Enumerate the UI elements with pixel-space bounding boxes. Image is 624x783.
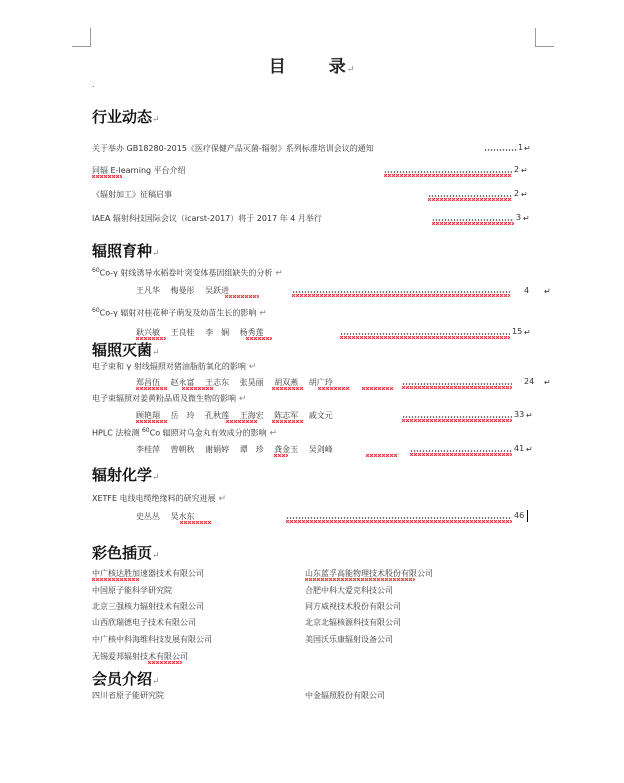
paragraph-mark: ↵ — [544, 378, 551, 387]
leader-dots — [410, 450, 512, 452]
spellcheck-underline — [305, 578, 415, 581]
toc-page-number: 1 — [518, 143, 524, 152]
toc-page-number: 24 — [524, 377, 535, 386]
leader-dots — [292, 291, 510, 293]
toc-page-number: 2 — [514, 189, 520, 198]
leader-dots — [340, 333, 510, 335]
leader-dots — [432, 219, 514, 221]
spellcheck-underline — [272, 387, 304, 390]
toc-authors: 史丛丛 吴水东 — [136, 512, 195, 521]
toc-authors: 耿兴敏 王良桂 李 娴 杨秀莲 — [136, 328, 264, 337]
leader-dots — [402, 416, 512, 418]
spellcheck-underline — [318, 387, 350, 390]
spellcheck-underline — [92, 578, 140, 581]
color-page-right-5[interactable]: 美国沃乐康辐射设备公司 — [305, 635, 393, 644]
color-page-right-2[interactable]: 合肥中科大爱克科技公司 — [305, 586, 393, 595]
spellcheck-underline — [292, 294, 510, 297]
section-heading-breeding: 辐照育种↵ — [92, 242, 160, 260]
spellcheck-underline — [432, 222, 514, 225]
spellcheck-underline — [246, 337, 272, 340]
spellcheck-underline — [136, 387, 168, 390]
paragraph-mark: ↵ — [524, 328, 531, 337]
leader-dots — [402, 383, 512, 385]
paragraph-mark: ↵ — [526, 445, 533, 454]
toc-page-number: 15 — [512, 327, 523, 336]
color-page-right-3[interactable]: 同方威视技术股份有限公司 — [305, 602, 401, 611]
section-heading-industry: 行业动态↵ — [92, 108, 160, 126]
spellcheck-underline — [225, 295, 259, 298]
leader-dots — [484, 149, 518, 151]
spellcheck-underline — [274, 454, 288, 457]
spellcheck-underline — [92, 175, 122, 178]
toc-entry-call-for-papers[interactable]: 《辐射加工》征稿启事 — [92, 190, 172, 199]
toc-authors: 郑昌伍 赵永富 王志东 张昊丽 胡双燕 胡广玲 — [136, 378, 333, 387]
color-page-right-4[interactable]: 北京北辐核源科技有限公司 — [305, 618, 401, 627]
toc-page-number: 46 — [514, 511, 525, 520]
paragraph-mark: ↵ — [346, 65, 356, 75]
color-page-left-6[interactable]: 无锡爱邦辐射技术有限公司 — [92, 652, 188, 661]
toc-page-number: 2 — [514, 165, 520, 174]
toc-page-number: 33 — [514, 410, 525, 419]
spellcheck-underline — [384, 174, 512, 177]
toc-entry-gb18280[interactable]: 关于举办 GB18280-2015《医疗保健产品灭菌-辐射》系列标准培训会议的通知 — [92, 144, 374, 153]
toc-entry-lard-oxidation[interactable]: 电子束和 γ 射线辐照对猪油脂肪氧化的影响 ↵ — [92, 362, 257, 372]
color-page-left-1[interactable]: 中广核达胜加速器技术有限公司 — [92, 569, 204, 578]
toc-page-number: 4 — [524, 286, 530, 295]
toc-authors: 李桂萍 曾朝秋 谢娟婷 谭 珍 龚金玉 吴剑峰 — [136, 445, 333, 454]
paragraph-mark: ↵ — [521, 190, 528, 199]
crop-mark-top-right — [535, 28, 554, 47]
color-page-right-1[interactable]: 山东蓝孚高能物理技术股份有限公司 — [305, 569, 433, 578]
paragraph-mark: ↵ — [544, 287, 551, 296]
toc-entry-turmeric[interactable]: 电子束辐照对姜黄粉品质及微生物的影响 ↵ — [92, 394, 247, 404]
spellcheck-underline — [410, 453, 512, 456]
paragraph-mark: ↵ — [523, 214, 530, 223]
toc-entry-iaea[interactable]: IAEA 辐射科技国际会议（icarst-2017）将于 2017 年 4 月举行 — [92, 214, 322, 223]
spellcheck-underline — [182, 387, 214, 390]
toc-page-number: 3 — [516, 213, 522, 222]
toc-authors: 顾艳翔 岳 玲 孔秋莲 王海宏 陈志军 戚文元 — [136, 411, 333, 420]
title-char-1: 目 — [268, 57, 287, 77]
spellcheck-underline — [402, 419, 512, 422]
spellcheck-underline — [180, 521, 212, 524]
spellcheck-underline — [226, 420, 258, 423]
spellcheck-underline — [366, 454, 398, 457]
spellcheck-underline — [286, 520, 512, 523]
section-heading-members: 会员介绍↵ — [92, 670, 160, 688]
title-char-2: 录 — [328, 57, 347, 77]
spellcheck-underline — [362, 387, 394, 390]
page-title — [0, 52, 624, 77]
toc-entry-osmanthus[interactable]: $^{60}$Co-γ 辐射对桂花种子萌发及幼苗生长的影响 ↵ — [92, 307, 267, 319]
section-heading-color-pages: 彩色插页↵ — [92, 544, 160, 562]
toc-entry-xetfe[interactable]: XETFE 电线电缆绝缘料的研究进展 ↵ — [92, 494, 227, 504]
color-page-left-5[interactable]: 中广核中科海维科技发展有限公司 — [92, 635, 212, 644]
toc-page-number: 41 — [514, 444, 525, 453]
leader-dots — [286, 517, 512, 519]
toc-entry-rice-mutant[interactable]: $^{60}$Co-γ 射线诱导水稻卷叶突变体基因组缺失的分析 ↵ — [92, 267, 283, 279]
spellcheck-underline — [272, 420, 304, 423]
paragraph-mark: ↵ — [524, 144, 531, 153]
member-left[interactable]: 四川省原子能研究院 — [92, 691, 164, 700]
color-page-left-3[interactable]: 北京三强核力辐射技术有限公司 — [92, 602, 204, 611]
leader-dots — [428, 195, 512, 197]
text-cursor — [527, 510, 528, 522]
spellcheck-underline — [136, 420, 168, 423]
toc-entry-hplc[interactable]: HPLC 法检测 $^{60}$Co 辐照对乌金丸有效成分的影响 ↵ — [92, 427, 278, 439]
paragraph-mark: ↵ — [526, 411, 533, 420]
leader-dots — [384, 171, 512, 173]
spellcheck-underline — [402, 386, 512, 389]
section-heading-sterilization: 辐照灭菌↵ — [92, 341, 160, 359]
member-right[interactable]: 中金辐照股份有限公司 — [305, 691, 385, 700]
section-heading-radiation-chemistry: 辐射化学↵ — [92, 466, 160, 484]
crop-mark-top-left — [72, 28, 91, 47]
paragraph-mark: . — [92, 80, 95, 89]
spellcheck-underline — [148, 661, 182, 664]
toc-authors: 王凡华 梅曼彤 吴跃进 — [136, 286, 230, 295]
color-page-left-4[interactable]: 山西欣瑞德电子技术有限公司 — [92, 618, 196, 627]
spellcheck-underline — [428, 198, 512, 201]
spellcheck-underline — [340, 336, 510, 339]
paragraph-mark: ↵ — [521, 166, 528, 175]
color-page-left-2[interactable]: 中国原子能科学研究院 — [92, 586, 172, 595]
toc-entry-elearning[interactable]: 同辐 E-learning 平台介绍 — [92, 166, 186, 175]
